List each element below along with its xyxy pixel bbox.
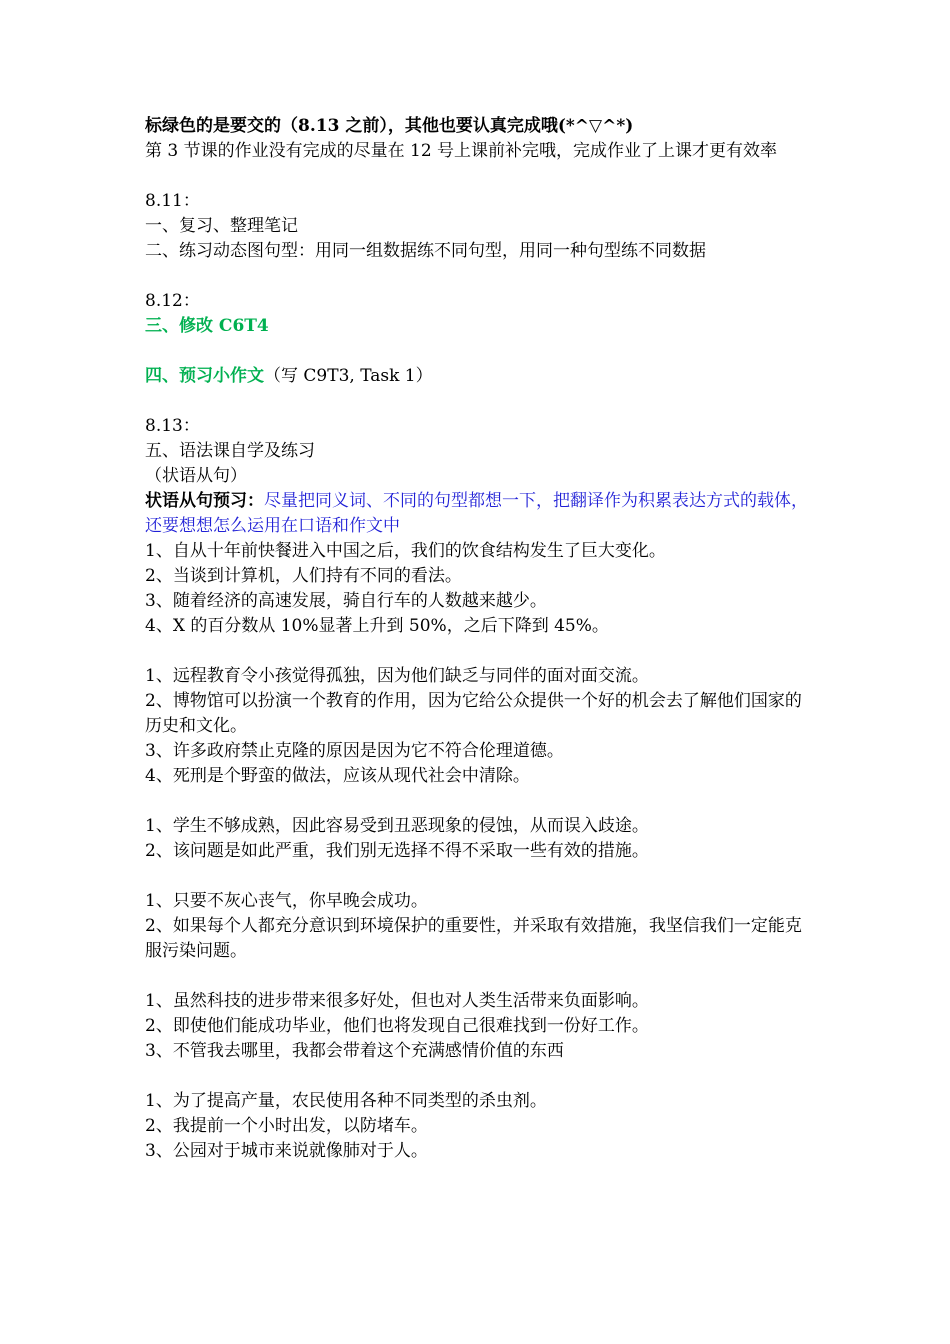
day2-item-4-note: （写 C9T3, Task 1） (264, 366, 433, 386)
exercise-item: 1、自从十年前快餐进入中国之后，我们的饮食结构发生了巨大变化。 (145, 541, 666, 561)
spacer (145, 389, 815, 414)
exercise-item: 2、我提前一个小时出发，以防堵车。 (145, 1116, 428, 1136)
preview-note: 尽量把同义词、不同的句型都想一下，把翻译作为积累表达方式的载体，还要想想怎么运用在口语和作文中 (145, 491, 808, 536)
exercise-group-2 (145, 664, 815, 789)
spacer (145, 164, 815, 189)
exercise-item: 3、许多政府禁止克隆的原因是因为它不符合伦理道德。 (145, 741, 564, 761)
exercise-item: 1、为了提高产量，农民使用各种不同类型的杀虫剂。 (145, 1091, 547, 1111)
exercise-item: 1、学生不够成熟，因此容易受到丑恶现象的侵蚀，从而误入歧途。 (145, 816, 649, 836)
day3-date: 8.13： (145, 416, 200, 436)
exercise-item: 2、博物馆可以扮演一个教育的作用，因为它给公众提供一个好的机会去了解他们国家的历史和文化。 (145, 691, 802, 736)
day2-item-3: 三、修改 C6T4 (145, 316, 269, 336)
exercise-group-4 (145, 889, 815, 964)
document-page (145, 114, 815, 1164)
day3-item-5-sub: （状语从句） (145, 466, 247, 486)
spacer (145, 1064, 815, 1089)
exercise-item: 4、死刑是个野蛮的做法，应该从现代社会中清除。 (145, 766, 530, 786)
intro-note: 第 3 节课的作业没有完成的尽量在 12 号上课前补完哦，完成作业了上课才更有效率 (145, 141, 778, 161)
exercise-item: 4、X 的百分数从 10%显著上升到 50%，之后下降到 45%。 (145, 616, 609, 636)
day2-item-4 (145, 364, 815, 389)
exercise-item: 2、即使他们能成功毕业，他们也将发现自己很难找到一份好工作。 (145, 1016, 649, 1036)
exercise-group-6 (145, 1089, 815, 1164)
spacer (145, 339, 815, 364)
day1-date: 8.11： (145, 191, 200, 211)
exercise-item: 3、不管我去哪里，我都会带着这个充满感情价值的东西 (145, 1041, 564, 1061)
exercise-item: 2、如果每个人都充分意识到环境保护的重要性，并采取有效措施，我坚信我们一定能克服污染问题。 (145, 916, 802, 961)
exercise-group-5 (145, 989, 815, 1064)
spacer (145, 639, 815, 664)
exercise-group-1 (145, 539, 815, 639)
exercise-item: 3、随着经济的高速发展，骑自行车的人数越来越少。 (145, 591, 547, 611)
day1-item-1: 一、复习、整理笔记 (145, 216, 298, 236)
exercise-group-3 (145, 814, 815, 864)
exercise-item: 1、虽然科技的进步带来很多好处，但也对人类生活带来负面影响。 (145, 991, 649, 1011)
intro-heading: 标绿色的是要交的（8.13 之前），其他也要认真完成哦(*^▽^*) (145, 116, 634, 136)
exercise-item: 1、只要不灰心丧气，你早晚会成功。 (145, 891, 428, 911)
day2-date: 8.12： (145, 291, 200, 311)
day3-item-5: 五、语法课自学及练习 (145, 441, 315, 461)
exercise-item: 2、当谈到计算机，人们持有不同的看法。 (145, 566, 462, 586)
exercise-item: 3、公园对于城市来说就像肺对于人。 (145, 1141, 428, 1161)
spacer (145, 964, 815, 989)
exercise-item: 2、该问题是如此严重，我们别无选择不得不采取一些有效的措施。 (145, 841, 649, 861)
day1-item-2: 二、练习动态图句型：用同一组数据练不同句型，用同一种句型练不同数据 (145, 241, 706, 261)
exercise-item: 1、远程教育令小孩觉得孤独，因为他们缺乏与同伴的面对面交流。 (145, 666, 649, 686)
preview-label: 状语从句预习： (145, 491, 264, 511)
spacer (145, 789, 815, 814)
preview-paragraph (145, 489, 815, 539)
day2-item-4-highlight: 四、预习小作文 (145, 366, 264, 386)
spacer (145, 864, 815, 889)
spacer (145, 264, 815, 289)
